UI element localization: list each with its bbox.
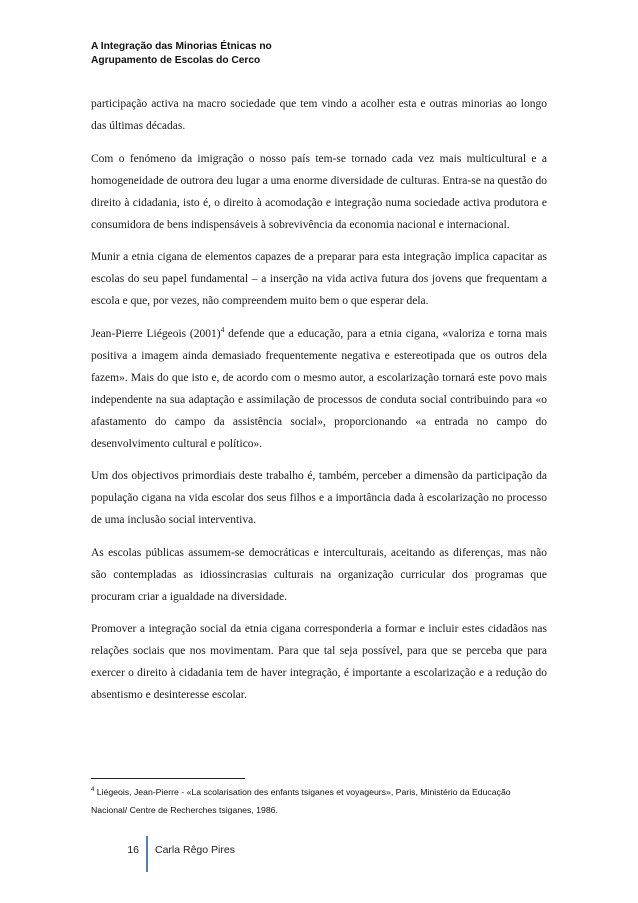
running-header xyxy=(91,40,391,68)
paragraph-4-rest: defende que a educação, para a etnia cigana, «valoriza e torna mais positiva a imagem ainda demasiado frequentemente negativa e estereotipada que os outros dela fazem». Mais do que isto e, de acordo com o mesmo autor, a escolarização tornará este povo mais independente na sua adaptação e assimilação de processos de conduta social contribuindo para «o afastamento do campo da assistência social», proporcionando «a entrada no campo do desenvolvimento cultural e político». xyxy=(91,327,547,450)
footnote-text: Liégeois, Jean-Pierre - «La scolarisation des enfants tsiganes et voyageurs», Paris, Ministério da Educação Nacional/ Centre de Recherches tsiganes, 1986. xyxy=(91,787,511,815)
body-text xyxy=(91,93,547,717)
footnote-separator xyxy=(91,778,245,779)
header-line-2: Agrupamento de Escolas do Cerco xyxy=(91,55,261,66)
footnote-number: 4 xyxy=(91,787,95,794)
paragraph-1: participação activa na macro sociedade que tem vindo a acolher esta e outras minorias ao longo das últimas décadas. xyxy=(91,98,547,132)
footnote-reference[interactable]: 4 xyxy=(220,324,225,334)
page-number: 16 xyxy=(127,844,139,856)
footnote xyxy=(91,783,547,819)
paragraph-4-lead: Jean-Pierre Liégeois (2001) xyxy=(91,327,221,340)
footer-divider xyxy=(146,836,148,872)
footer-author: Carla Rêgo Pires xyxy=(155,844,235,856)
paragraph-4 xyxy=(91,323,547,455)
paragraph-2: Com o fenómeno da imigração o nosso país tem-se tornado cada vez mais multicultural e a homogeneidade de outrora deu lugar a uma enorme diversidade de culturas. Entra-se na questão do direito à cidadania, isto é, o direito à acomodação e integração numa sociedade activa produtora e consumidora de bens indispensáveis à sobrevivência da economia nacional e internacional. xyxy=(91,152,547,231)
paragraph-6: As escolas públicas assumem-se democráticas e interculturais, aceitando as diferenças, mas não são contempladas as idiossincrasias culturais na organização curricular dos programas que procuram criar a igualdade na diversidade. xyxy=(91,546,547,603)
paragraph-7: Promover a integração social da etnia cigana corresponderia a formar e incluir estes cidadãos nas relações sociais que nos movimentam. Para que tal seja possível, para que se perceba que para exercer o direito à cidadania tem de haver integração, é importante a escolarização e a redução do absentismo e desinteresse escolar. xyxy=(91,623,547,701)
header-line-1: A Integração das Minorias Étnicas no xyxy=(91,41,272,52)
paragraph-5: Um dos objectivos primordiais deste trabalho é, também, perceber a dimensão da participação da população cigana na vida escolar dos seus filhos e a importância dada à escolarização no processo de uma inclusão social interventiva. xyxy=(91,470,547,526)
paragraph-3: Munir a etnia cigana de elementos capazes de a preparar para esta integração implica capacitar as escolas do seu papel fundamental – a inserção na vida activa futura dos jovens que frequentam a escola e que, por vezes, não compreendem muito bem o que esperar dela. xyxy=(91,251,547,307)
